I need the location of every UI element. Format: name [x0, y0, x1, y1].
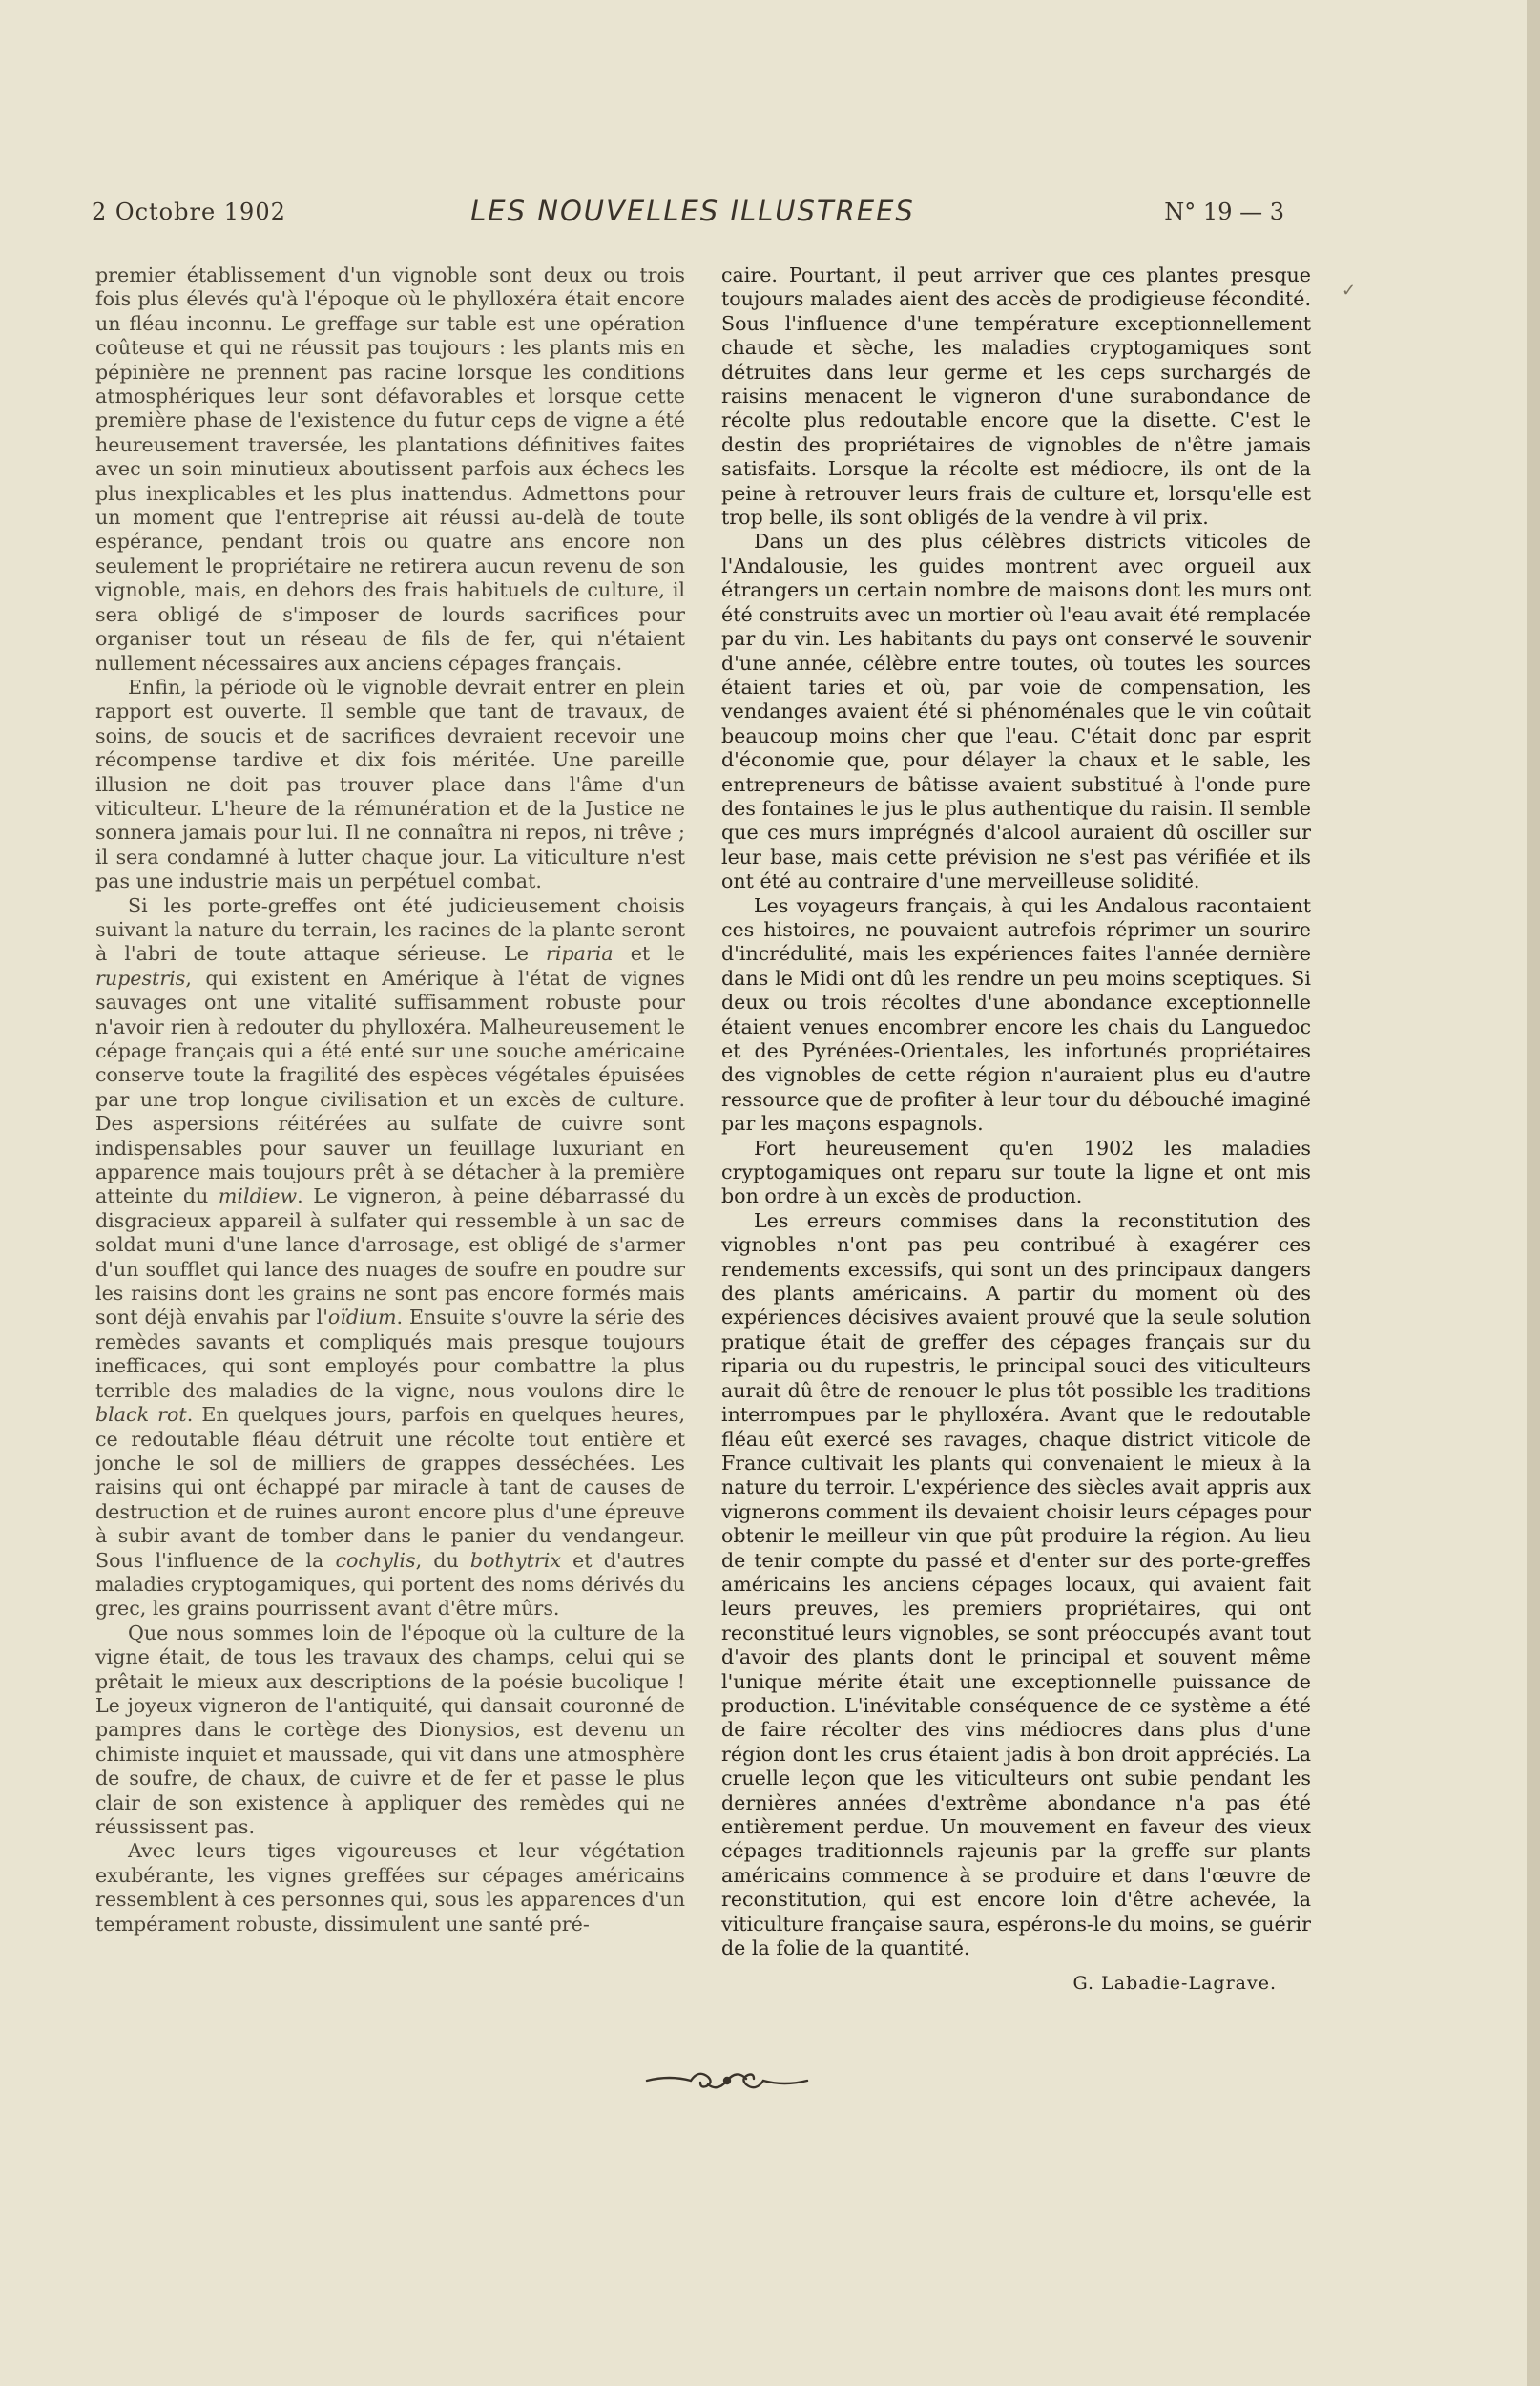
- author-signature: G. Labadie-Lagrave.: [1072, 1973, 1277, 1995]
- text-run: , qui existent en Amérique à l'état de vignes sauvages ont une vitalité suffisamment robuste pour n'avoir rien à redouter du phylloxéra. Malheureusement le cépage français qui a été enté sur une souche américaine conserve toute la fragilité des espèces végétales épuisées par une trop longue civilisation et un excès de culture. Des aspersions réitérées au sulfate de cuivre sont indispensables pour sauver un feuillage luxuriant en apparence mais toujours prêt à se détacher à la première atteinte du: [95, 966, 685, 1208]
- italic-term: black rot: [95, 1403, 187, 1427]
- italic-term: oïdium: [327, 1306, 397, 1329]
- paragraph: Avec leurs tiges vigoureuses et leur végétation exubérante, les vignes greffées sur cépages américains ressemblent à ces personnes qui, sous les apparences d'un tempérament robuste, dissimulent une santé pré-: [95, 1839, 685, 1936]
- header-date: 2 Octobre 1902: [92, 199, 286, 225]
- paragraph: Enfin, la période où le vignoble devrait entrer en plein rapport est ouverte. Il semble que tant de travaux, de soins, de soucis et de sacrifices devraient recevoir une récompense tardive et dix fois méritée. Une pareille illusion ne doit pas trouver place dans l'âme d'un viticulteur. L'heure de la rémunération et de la Justice ne sonnera jamais pour lui. Il ne connaîtra ni repos, ni trêve ; il sera condamné à lutter chaque jour. La viticulture n'est pas une industrie mais un perpétuel combat.: [95, 675, 685, 893]
- paragraph: Dans un des plus célèbres districts viticoles de l'Andalousie, les guides montrent avec orgueil aux étrangers un certain nombre de maisons dont les murs ont été construits avec un mortier où l'eau avait été remplacée par du vin. Les habitants du pays ont conservé le souvenir d'une année, célèbre entre toutes, où toutes les sources étaient taries et où, par voie de compensation, les vendanges avaient été si phénoménales que le vin coûtait beaucoup moins cher que l'eau. C'était donc par esprit d'économie que, pour délayer la chaux et le sable, les entrepreneurs de bâtisse avaient substitué à l'onde pure des fontaines le jus le plus authentique du raisin. Il semble que ces murs imprégnés d'alcool auraient dû osciller sur leur base, mais cette prévision ne s'est pas vérifiée et ils ont été au contraire d'une merveilleuse solidité.: [721, 530, 1311, 893]
- italic-term: cochylis: [335, 1548, 416, 1572]
- italic-term: mildiew: [218, 1184, 298, 1208]
- text-run: et le: [613, 942, 685, 966]
- text-run: et d'autres maladies cryptogamiques, qui portent des noms dérivés du grec, les grains pourrissent avant d'être mûrs.: [95, 1548, 686, 1621]
- text-run: . Ensuite s'ouvre la série des remèdes savants et compliqués mais presque toujours inefficaces, qui sont employés pour combattre la plus terrible des maladies de la vigne, nous voulons dire le: [95, 1306, 685, 1402]
- page-header: [92, 195, 1294, 233]
- text-run: . Le vigneron, à peine débarrassé du disgracieux appareil à sulfater qui ressemble à un sac de soldat muni d'une lance d'arrosage, est obligé de s'armer d'un soufflet qui lance des nuages de soufre en poudre sur les raisins dont les grains ne sont pas encore formés mais sont déjà envahis par l': [95, 1184, 685, 1329]
- paragraph: premier établissement d'un vignoble sont deux ou trois fois plus élevés qu'à l'époque où le phylloxéra était encore un fléau inconnu. Le greffage sur table est une opération coûteuse et qui ne réussit pas toujours : les plants mis en pépinière ne prennent pas racine lorsque les conditions atmosphériques leur sont défavorables et lorsque cette première phase de l'existence du futur ceps de vigne a été heureusement traversée, les plantations définitives faites avec un soin minutieux aboutissent parfois aux échecs les plus inexplicables et les plus inattendus. Admettons pour un moment que l'entreprise ait réussi au-delà de toute espérance, pendant trois ou quatre ans encore non seulement le propriétaire ne retirera aucun revenu de son vignoble, mais, en dehors des frais habituels de culture, il sera obligé de s'imposer de lourds sacrifices pour organiser tout un réseau de fils de fer, qui n'étaient nullement nécessaires aux anciens cépages français.: [95, 263, 685, 675]
- paragraph: [95, 894, 685, 1622]
- text-run: Si les porte-greffes ont été judicieusement choisis suivant la nature du terrain, les racines de la plante seront à l'abri de toute attaque sérieuse. Le: [95, 893, 685, 966]
- italic-term: riparia: [546, 942, 614, 966]
- italic-term: rupestris: [95, 966, 186, 990]
- paragraph: Fort heureusement qu'en 1902 les maladies cryptogamiques ont reparu sur toute la ligne et ont mis bon ordre à un excès de production.: [721, 1136, 1311, 1208]
- header-issue-number: N° 19 — 3: [1164, 199, 1284, 225]
- paragraph: Que nous sommes loin de l'époque où la culture de la vigne était, de tous les travaux des champs, celui qui se prêtait le mieux aux descriptions de la poésie bucolique ! Le joyeux vigneron de l'antiquité, qui dansait couronné de pampres dans le cortège des Dionysios, est devenu un chimiste inquiet et maussade, qui vit dans une atmosphère de soufre, de chaux, de cuivre et de fer et passe le plus clair de son existence à appliquer des remèdes qui ne réussissent pas.: [95, 1621, 685, 1838]
- vignette-ornament-icon: [641, 2063, 813, 2098]
- header-title: LES NOUVELLES ILLUSTREES: [470, 195, 915, 227]
- text-run: . En quelques jours, parfois en quelques heures, ce redoutable fléau détruit une récolte tout entière et jonche le sol de milliers de grappes desséchées. Les raisins qui ont échappé par miracle à tant de causes de destruction et de ruines auront encore plus d'une épreuve à subir avant de tomber dans le panier du vendangeur. Sous l'influence de la: [95, 1403, 686, 1572]
- article-column-left: [95, 263, 685, 1936]
- paragraph: Les erreurs commises dans la reconstitution des vignobles n'ont pas peu contribué à exagérer ces rendements excessifs, qui sont un des principaux dangers des plants américains. A partir du moment où des expériences décisives avaient prouvé que la seule solution pratique était de greffer des cépages français sur du riparia ou du rupestris, le principal souci des viticulteurs aurait dû être de renouer le plus tôt possible les traditions interrompues par le phylloxéra. Avant que le redoutable fléau eût exercé ses ravages, chaque district viticole de France cultivait les plants qui convenaient le mieux à la nature du terroir. L'expérience des siècles avait appris aux vignerons comment ils devaient choisir leurs cépages pour obtenir le meilleur vin que pût produire la région. Au lieu de tenir compte du passé et d'enter sur des porte-greffes américains les anciens cépages locaux, qui avaient fait leurs preuves, les premiers propriétaires, qui ont reconstitué leurs vignobles, se sont préoccupés avant tout d'avoir des plants dont le principal et souvent même l'unique mérite était une exceptionnelle puissance de production. L'inévitable conséquence de ce système a été de faire récolter des vins médiocres dans plus d'une région dont les crus étaient jadis à bon droit appréciés. La cruelle leçon que les viticulteurs ont subie pendant les dernières années d'extrême abondance n'a pas été entièrement perdue. Un mouvement en faveur des vieux cépages traditionnels rajeunis par la greffe sur plants américains commence à se produire et dans l'œuvre de reconstitution, qui est encore loin d'être achevée, la viticulture française saura, espérons-le du moins, se guérir de la folie de la quantité.: [721, 1208, 1311, 1960]
- pencil-mark-icon: ✓: [1342, 281, 1357, 301]
- text-run: , du: [415, 1548, 470, 1572]
- paragraph: caire. Pourtant, il peut arriver que ces plantes presque toujours malades aient des accès de prodigieuse fécondité. Sous l'influence d'une température exceptionnellement chaude et sèche, les maladies cryptogamiques sont détruites dans leur germe et les ceps surchargés de raisins menacent le vigneron d'une surabondance de récolte plus redoutable encore que la disette. C'est le destin des propriétaires de vignobles de n'être jamais satisfaits. Lorsque la récolte est médiocre, ils ont de la peine à retrouver leurs frais de culture et, lorsqu'elle est trop belle, ils sont obligés de la vendre à vil prix.: [721, 263, 1311, 530]
- article-column-right: [721, 263, 1311, 1997]
- paragraph: Les voyageurs français, à qui les Andalous racontaient ces histoires, ne pouvaient autrefois réprimer un sourire d'incrédulité, mais les expériences faites l'année dernière dans le Midi ont dû les rendre un peu moins sceptiques. Si deux ou trois récoltes d'une abondance exceptionnelle étaient venues encombrer encore les chais du Languedoc et des Pyrénées-Orientales, les infortunés propriétaires des vignobles de cette région n'auraient plus eu d'autre ressource que de profiter à leur tour du débouché imaginé par les maçons espagnols.: [721, 893, 1311, 1136]
- italic-term: bothytrix: [469, 1548, 561, 1572]
